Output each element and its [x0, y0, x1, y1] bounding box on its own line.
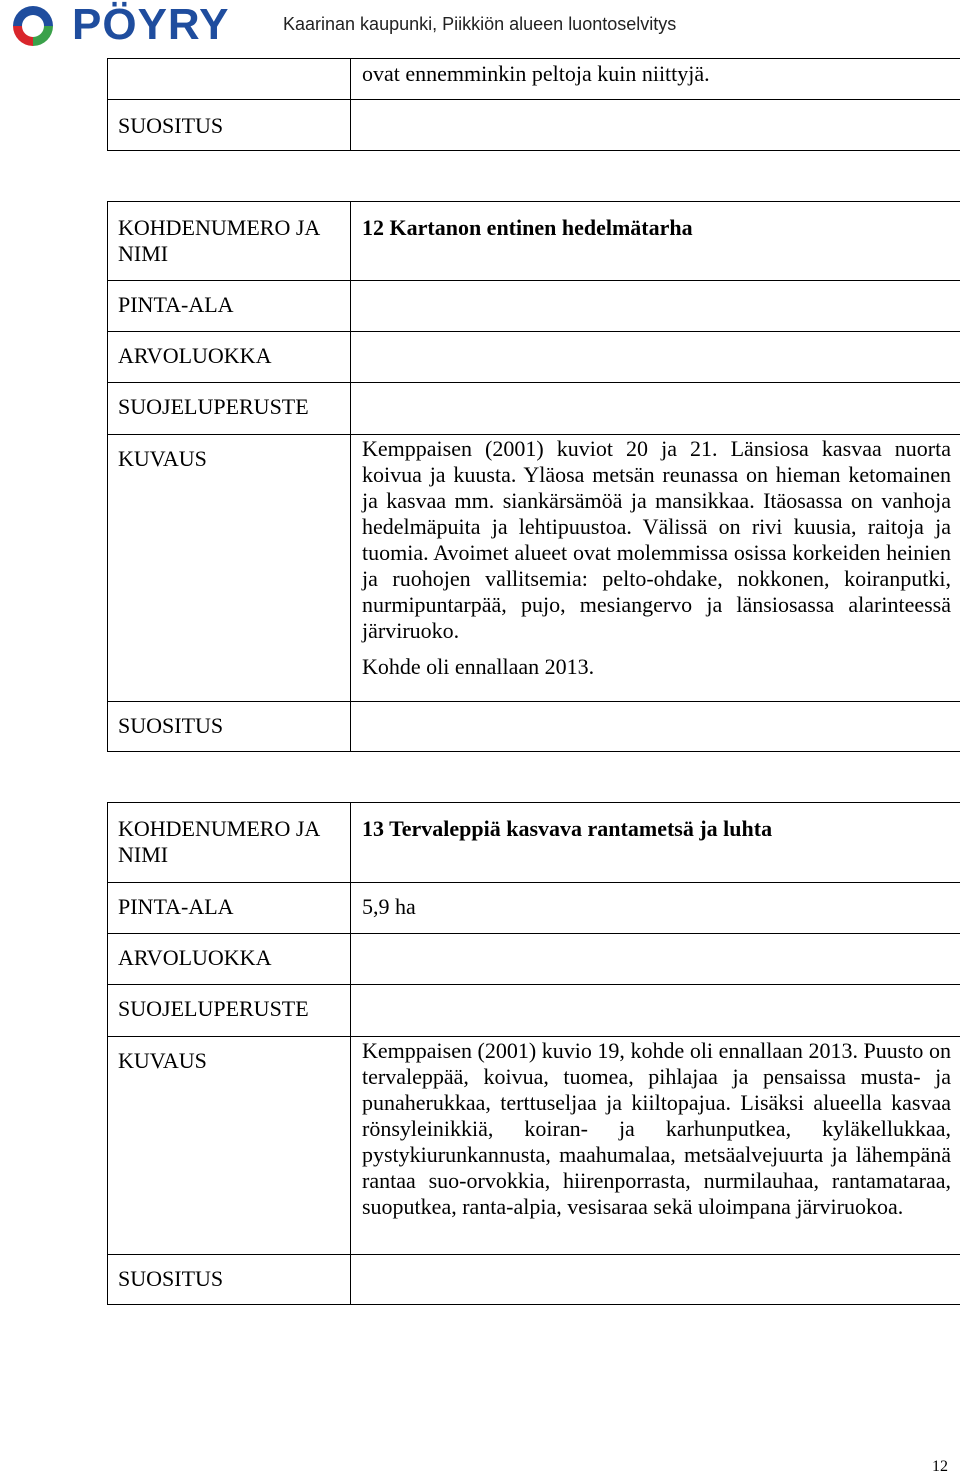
page-header [0, 0, 960, 52]
table-row [108, 383, 960, 435]
label-suositus: SUOSITUS [108, 1255, 351, 1305]
label-arvoluokka: ARVOLUOKKA [108, 934, 351, 985]
table-row [108, 1037, 960, 1255]
label-pinta-ala: PINTA-ALA [108, 883, 351, 934]
label-kohdenumero: KOHDENUMERO JA NIMI [108, 202, 351, 281]
table-row [108, 100, 960, 151]
label-suositus: SUOSITUS [108, 100, 351, 151]
table-row [108, 59, 960, 100]
label-kuvaus: KUVAUS [108, 435, 351, 702]
table-row [108, 702, 960, 752]
value-suositus [351, 702, 960, 752]
table-row [108, 281, 960, 332]
value-arvoluokka [351, 934, 960, 985]
table-row [108, 985, 960, 1037]
value-pinta-ala: 5,9 ha [351, 883, 960, 934]
description-paragraph: Kemppaisen (2001) kuvio 19, kohde oli ennallaan 2013. Puusto on tervaleppää, koivua, tuomea, pihlajaa ja pensaissa musta- ja punaherukkaa, terttuseljaa ja kiiltopajua. Lisäksi alueella kasvaa rönsyleinikkiä, koiran- ja karhunputkea, kyläkellukkaa, pystykiurunkannusta, maahumalaa, metsäalvejuurta ja lähempänä rantaa suo-orvokkia, hiirenporrasta, nurmilauhaa, rantamataraa, suoputkea, ranta-alpia, vesisaraa sekä uloimpana järviruokoa. [362, 1038, 951, 1219]
table-row [108, 934, 960, 985]
table-row [108, 883, 960, 934]
label-kohdenumero: KOHDENUMERO JA NIMI [108, 803, 351, 883]
label-suojeluperuste: SUOJELUPERUSTE [108, 383, 351, 435]
table-row [108, 803, 960, 883]
table-row [108, 332, 960, 383]
page-number: 12 [932, 1458, 948, 1475]
description-paragraph: Kohde oli ennallaan 2013. [362, 654, 595, 679]
label-suositus: SUOSITUS [108, 702, 351, 752]
site-name: 12 Kartanon entinen hedelmätarha [351, 202, 960, 281]
label-arvoluokka: ARVOLUOKKA [108, 332, 351, 383]
poyry-logo [6, 0, 230, 55]
logo-wordmark: PÖYRY [72, 0, 230, 49]
description-cell [351, 435, 960, 702]
label-pinta-ala: PINTA-ALA [108, 281, 351, 332]
value-suositus [351, 100, 960, 151]
document-title: Kaarinan kaupunki, Piikkiön alueen luontoselvitys [283, 14, 677, 34]
continued-description: ovat ennemminkin peltoja kuin niittyjä. [351, 59, 960, 100]
value-suojeluperuste [351, 383, 960, 435]
poyry-logo-icon [6, 2, 60, 50]
value-suositus [351, 1255, 960, 1305]
value-suojeluperuste [351, 985, 960, 1037]
value-arvoluokka [351, 332, 960, 383]
label-kuvaus: KUVAUS [108, 1037, 351, 1255]
table-row [108, 1255, 960, 1305]
site-table-13 [107, 802, 960, 1305]
description-cell [351, 1037, 960, 1255]
table-row [108, 435, 960, 702]
description-paragraph: Kemppaisen (2001) kuviot 20 ja 21. Länsiosa kasvaa nuorta koivua ja kuusta. Yläosa metsän reunassa on hieman ketomainen ja kasvaa mm. siankärsämöä ja mansikkaa. Itäosassa on vanhoja hedelmäpuita ja lehtipuustoa. Välissä on rivi kuusia, raitoja ja tuomia. Avoimet alueet ovat molemmissa osissa korkeiden heinien ja ruohojen vallitsemia: pelto-ohdake, nokkonen, koiranputki, nurmipuntarpää, pujo, mesiangervo ja länsiosassa alarinteessä järviruoko. [362, 436, 951, 643]
label-suojeluperuste: SUOJELUPERUSTE [108, 985, 351, 1037]
site-name: 13 Tervaleppiä kasvava rantametsä ja luhta [351, 803, 960, 883]
site-table-12 [107, 201, 960, 752]
table-row [108, 202, 960, 281]
value-pinta-ala [351, 281, 960, 332]
site-table-continued [107, 58, 960, 151]
label-cell-empty [108, 59, 351, 100]
